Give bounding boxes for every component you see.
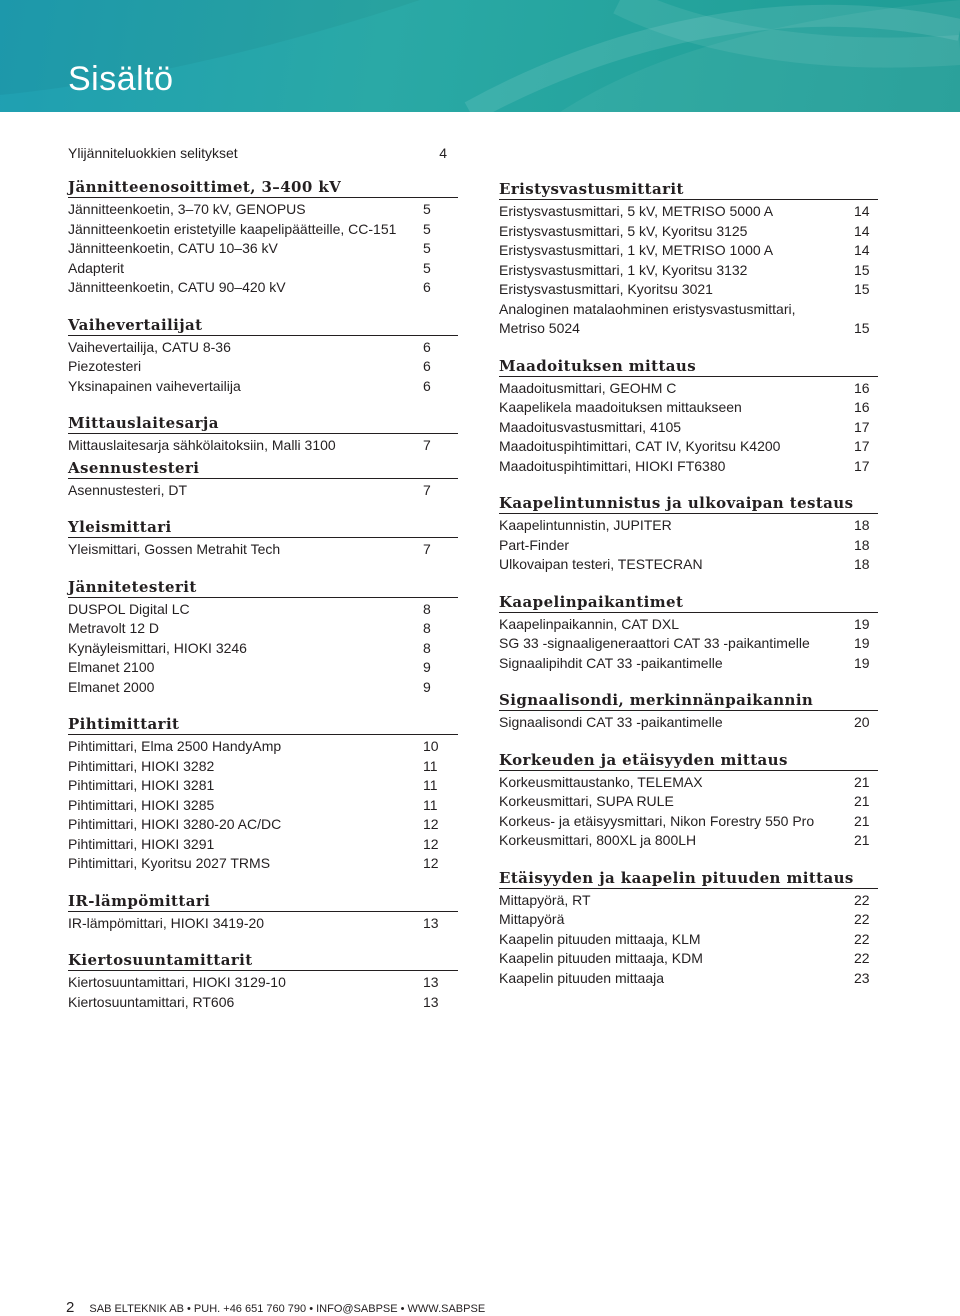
section-title: Kaapelintunnistus ja ulkovaipan testaus <box>499 494 878 514</box>
entry-label: Kiertosuuntamittari, RT606 <box>68 993 235 1010</box>
toc-entry[interactable] <box>499 437 878 457</box>
entry-page-number: 8 <box>423 620 431 636</box>
entry-page-number: 21 <box>854 812 870 829</box>
toc-entry[interactable] <box>68 259 447 279</box>
toc-entry[interactable] <box>499 949 878 969</box>
section-title: Maadoituksen mittaus <box>499 357 878 377</box>
page-title: Sisältö <box>68 60 174 98</box>
toc-entry[interactable] <box>499 202 878 222</box>
entry-page-number: 13 <box>423 993 439 1010</box>
entry-label: Maadoituspihtimittari, CAT IV, Kyoritsu K4200 <box>499 438 781 454</box>
toc-entry[interactable] <box>68 220 447 240</box>
entry-label: Maadoituspihtimittari, HIOKI FT6380 <box>499 457 726 474</box>
toc-entry[interactable] <box>499 969 878 989</box>
toc-entry[interactable] <box>68 835 447 855</box>
entry-page-number: 8 <box>423 600 431 617</box>
section-title: Mittauslaitesarja <box>68 414 458 434</box>
toc-section <box>68 578 458 698</box>
section-title: Yleismittari <box>68 518 458 538</box>
entry-label: DUSPOL Digital LC <box>68 600 190 617</box>
entry-page-number: 21 <box>854 793 870 809</box>
intro-page: 4 <box>439 145 447 161</box>
entry-page-number: 9 <box>423 678 431 695</box>
entry-label: Adapterit <box>68 259 125 276</box>
toc-entry[interactable] <box>499 241 878 261</box>
entry-label: Mittapyörä <box>499 911 565 927</box>
toc-entry[interactable] <box>499 398 878 418</box>
footer-contact: SAB ELTEKNIK AB • PUH. +46 651 760 790 • INFO@SABPSE • WWW.SABPSE <box>89 1303 486 1315</box>
entry-page-number: 23 <box>854 969 870 986</box>
section-title: Jännitteenosoittimet, 3–400 kV <box>68 178 458 198</box>
entry-label: Vaihevertailija, CATU 8-36 <box>68 338 231 355</box>
entry-page-number: 15 <box>854 320 870 336</box>
entry-label: SG 33 -signaaligeneraattori CAT 33 -paikantimelle <box>499 635 810 651</box>
toc-entry[interactable] <box>499 555 878 575</box>
toc-entry[interactable] <box>68 278 447 298</box>
toc-section <box>499 869 878 989</box>
entry-label: IR-lämpömittari, HIOKI 3419-20 <box>68 914 265 931</box>
entry-label: Kaapelin pituuden mittaaja, KDM <box>499 950 703 966</box>
entry-label: Ulkovaipan testeri, TESTECRAN <box>499 556 703 572</box>
entry-page-number: 16 <box>854 379 870 396</box>
toc-section <box>68 518 458 560</box>
entry-label: Elmanet 2000 <box>68 678 155 695</box>
entry-page-number: 19 <box>854 654 870 671</box>
entry-page-number: 7 <box>423 541 431 557</box>
section-title: Kaapelinpaikantimet <box>499 593 878 613</box>
entry-page-number: 18 <box>854 517 870 533</box>
toc-entry[interactable] <box>499 222 878 242</box>
entry-page-number: 6 <box>423 279 431 295</box>
entry-label: Part-Finder <box>499 536 570 553</box>
toc-section <box>499 751 878 851</box>
toc-entry[interactable] <box>68 377 447 397</box>
toc-section <box>499 357 878 477</box>
toc-entry[interactable] <box>68 757 447 777</box>
toc-entry[interactable] <box>499 654 878 674</box>
toc-entry[interactable] <box>68 658 447 678</box>
entry-page-number: 6 <box>423 338 431 355</box>
entry-label: Metriso 5024 <box>499 320 580 336</box>
entry-label: Jännitteenkoetin, CATU 10–36 kV <box>68 240 278 256</box>
entry-label: Mittapyörä, RT <box>499 891 591 908</box>
entry-page-number: 14 <box>854 222 870 239</box>
section-title: Pihtimittarit <box>68 715 458 735</box>
section-title: Eristysvastusmittarit <box>499 180 878 200</box>
entry-page-number: 13 <box>423 974 439 990</box>
toc-entry[interactable] <box>499 831 878 851</box>
toc-entry[interactable] <box>499 713 878 733</box>
entry-page-number: 17 <box>854 438 870 454</box>
toc-entry[interactable] <box>68 796 447 816</box>
toc-entry[interactable] <box>499 634 878 654</box>
entry-label: Jännitteenkoetin, CATU 90–420 kV <box>68 279 286 295</box>
entry-page-number: 21 <box>854 773 870 790</box>
toc-entry[interactable] <box>499 615 878 635</box>
toc-entry[interactable] <box>68 639 447 659</box>
entry-label: Maadoitusvastusmittari, 4105 <box>499 418 682 435</box>
entry-label: Kaapelin pituuden mittaaja <box>499 969 665 986</box>
entry-label: Kaapelintunnistin, JUPITER <box>499 517 672 533</box>
entry-label: Yksinapainen vaihevertailija <box>68 377 241 394</box>
toc-entry[interactable] <box>499 300 878 320</box>
entry-page-number: 5 <box>423 240 431 256</box>
toc-entry[interactable] <box>68 600 447 620</box>
entry-label: Pihtimittari, Kyoritsu 2027 TRMS <box>68 855 271 871</box>
intro-entry[interactable] <box>68 145 447 161</box>
section-title: Asennustesteri <box>68 459 458 479</box>
toc-entry[interactable] <box>499 536 878 556</box>
entry-page-number: 13 <box>423 914 439 931</box>
entry-page-number: 19 <box>854 635 870 651</box>
toc-entry[interactable] <box>68 678 447 698</box>
toc-section <box>68 414 458 456</box>
toc-entry[interactable] <box>499 812 878 832</box>
entry-label: Signaalisondi CAT 33 -paikantimelle <box>499 714 723 730</box>
entry-page-number: 22 <box>854 930 870 947</box>
entry-page-number: 22 <box>854 911 870 927</box>
entry-page-number: 16 <box>854 399 870 415</box>
entry-label: Yleismittari, Gossen Metrahit Tech <box>68 541 281 557</box>
toc-entry[interactable] <box>499 319 878 339</box>
entry-label: Korkeusmittaustanko, TELEMAX <box>499 773 703 790</box>
entry-page-number: 11 <box>423 777 438 793</box>
toc-section <box>499 593 878 674</box>
entry-page-number: 20 <box>854 714 870 730</box>
intro-label: Ylijänniteluokkien selitykset <box>68 145 238 161</box>
page-number: 2 <box>66 1299 75 1316</box>
entry-label: Analoginen matalaohminen eristysvastusmittari, <box>499 300 796 317</box>
entry-page-number: 17 <box>854 418 870 435</box>
toc-entry[interactable] <box>499 516 878 536</box>
toc-entry[interactable] <box>499 891 878 911</box>
section-title: Korkeuden ja etäisyyden mittaus <box>499 751 878 771</box>
toc-section <box>68 459 458 501</box>
section-title: IR-lämpömittari <box>68 892 458 912</box>
toc-section <box>68 951 458 1012</box>
toc-entry[interactable] <box>68 914 447 934</box>
toc-entry[interactable] <box>68 239 447 259</box>
entry-label: Asennustesteri, DT <box>68 481 188 498</box>
toc-entry[interactable] <box>68 338 447 358</box>
toc-right-column <box>499 180 878 1006</box>
section-title: Etäisyyden ja kaapelin pituuden mittaus <box>499 869 878 889</box>
entry-page-number: 7 <box>423 481 431 498</box>
entry-label: Jännitteenkoetin eristetyille kaapelipäätteille, CC-151 <box>68 220 397 237</box>
footer <box>66 1299 485 1316</box>
entry-page-number: 10 <box>423 738 439 754</box>
entry-page-number: 8 <box>423 639 431 656</box>
toc-section <box>499 180 878 339</box>
toc-entry[interactable] <box>68 481 447 501</box>
entry-label: Piezotesteri <box>68 358 142 374</box>
toc-entry[interactable] <box>68 619 447 639</box>
entry-label: Metravolt 12 D <box>68 620 160 636</box>
toc-entry[interactable] <box>499 457 878 477</box>
toc-entry[interactable] <box>499 792 878 812</box>
entry-page-number: 14 <box>854 203 870 219</box>
entry-page-number: 7 <box>423 437 431 453</box>
entry-label: Pihtimittari, HIOKI 3281 <box>68 777 215 793</box>
entry-page-number: 6 <box>423 358 431 374</box>
section-title: Jännitetesterit <box>68 578 458 598</box>
toc-entry[interactable] <box>68 854 447 874</box>
entry-label: Eristysvastusmittari, 1 kV, Kyoritsu 3132 <box>499 261 748 278</box>
entry-label: Jännitteenkoetin, 3–70 kV, GENOPUS <box>68 201 306 217</box>
toc-entry[interactable] <box>68 540 447 560</box>
toc-entry[interactable] <box>68 973 447 993</box>
entry-label: Pihtimittari, HIOKI 3285 <box>68 796 215 813</box>
entry-label: Korkeusmittari, SUPA RULE <box>499 793 674 809</box>
toc-entry[interactable] <box>499 910 878 930</box>
entry-page-number: 21 <box>854 832 870 848</box>
toc-entry[interactable] <box>68 200 447 220</box>
toc-entry[interactable] <box>68 357 447 377</box>
entry-label: Signaalipihdit CAT 33 -paikantimelle <box>499 654 723 671</box>
toc-entry[interactable] <box>68 993 447 1013</box>
entry-page-number: 11 <box>423 796 438 813</box>
entry-label: Pihtimittari, Elma 2500 HandyAmp <box>68 738 282 754</box>
header-banner <box>0 0 960 112</box>
toc-entry[interactable] <box>68 815 447 835</box>
section-title: Kiertosuuntamittarit <box>68 951 458 971</box>
section-title: Vaihevertailijat <box>68 316 458 336</box>
toc-section <box>499 494 878 575</box>
entry-page-number: 12 <box>423 855 439 871</box>
toc-left-column <box>68 178 458 1030</box>
entry-page-number: 14 <box>854 242 870 258</box>
entry-page-number: 22 <box>854 891 870 908</box>
toc-section <box>68 316 458 397</box>
entry-label: Eristysvastusmittari, 1 kV, METRISO 1000 A <box>499 242 774 258</box>
entry-page-number: 15 <box>854 281 870 297</box>
entry-label: Eristysvastusmittari, Kyoritsu 3021 <box>499 281 713 297</box>
entry-page-number: 17 <box>854 457 870 474</box>
entry-page-number: 18 <box>854 536 870 553</box>
entry-page-number: 15 <box>854 261 870 278</box>
entry-label: Eristysvastusmittari, 5 kV, METRISO 5000 A <box>499 203 774 219</box>
entry-label: Elmanet 2100 <box>68 659 155 675</box>
entry-label: Kaapelinpaikannin, CAT DXL <box>499 615 680 632</box>
entry-page-number: 12 <box>423 816 439 832</box>
toc-entry[interactable] <box>499 379 878 399</box>
entry-page-number: 5 <box>423 259 431 276</box>
toc-entry[interactable] <box>499 418 878 438</box>
entry-page-number: 5 <box>423 201 431 217</box>
entry-page-number: 19 <box>854 615 870 632</box>
toc-entry[interactable] <box>499 280 878 300</box>
entry-page-number: 12 <box>423 835 439 852</box>
entry-label: Korkeusmittari, 800XL ja 800LH <box>499 832 697 848</box>
entry-label: Maadoitusmittari, GEOHM C <box>499 379 677 396</box>
toc-entry[interactable] <box>68 436 447 456</box>
entry-page-number: 22 <box>854 950 870 966</box>
entry-label: Kynäyleismittari, HIOKI 3246 <box>68 639 247 656</box>
entry-page-number: 5 <box>423 220 431 237</box>
entry-page-number: 9 <box>423 659 431 675</box>
toc-section <box>68 178 458 298</box>
entry-label: Kaapelin pituuden mittaaja, KLM <box>499 930 701 947</box>
entry-label: Kiertosuuntamittari, HIOKI 3129-10 <box>68 974 286 990</box>
entry-label: Mittauslaitesarja sähkölaitoksiin, Malli 3100 <box>68 437 336 453</box>
entry-label: Korkeus- ja etäisyysmittari, Nikon Forestry 550 Pro <box>499 812 815 829</box>
entry-label: Eristysvastusmittari, 5 kV, Kyoritsu 3125 <box>499 222 748 239</box>
toc-entry[interactable] <box>499 930 878 950</box>
entry-page-number: 6 <box>423 377 431 394</box>
toc-entry[interactable] <box>68 737 447 757</box>
entry-page-number: 11 <box>423 757 438 774</box>
entry-page-number: 18 <box>854 556 870 572</box>
entry-label: Kaapelikela maadoituksen mittaukseen <box>499 399 742 415</box>
entry-label: Pihtimittari, HIOKI 3280-20 AC/DC <box>68 816 282 832</box>
section-title: Signaalisondi, merkinnänpaikannin <box>499 691 878 711</box>
toc-section <box>68 892 458 934</box>
entry-label: Pihtimittari, HIOKI 3282 <box>68 757 215 774</box>
toc-entry[interactable] <box>499 261 878 281</box>
toc-section <box>499 691 878 733</box>
toc-entry[interactable] <box>68 776 447 796</box>
toc-entry[interactable] <box>499 773 878 793</box>
toc-section <box>68 715 458 874</box>
entry-label: Pihtimittari, HIOKI 3291 <box>68 835 215 852</box>
